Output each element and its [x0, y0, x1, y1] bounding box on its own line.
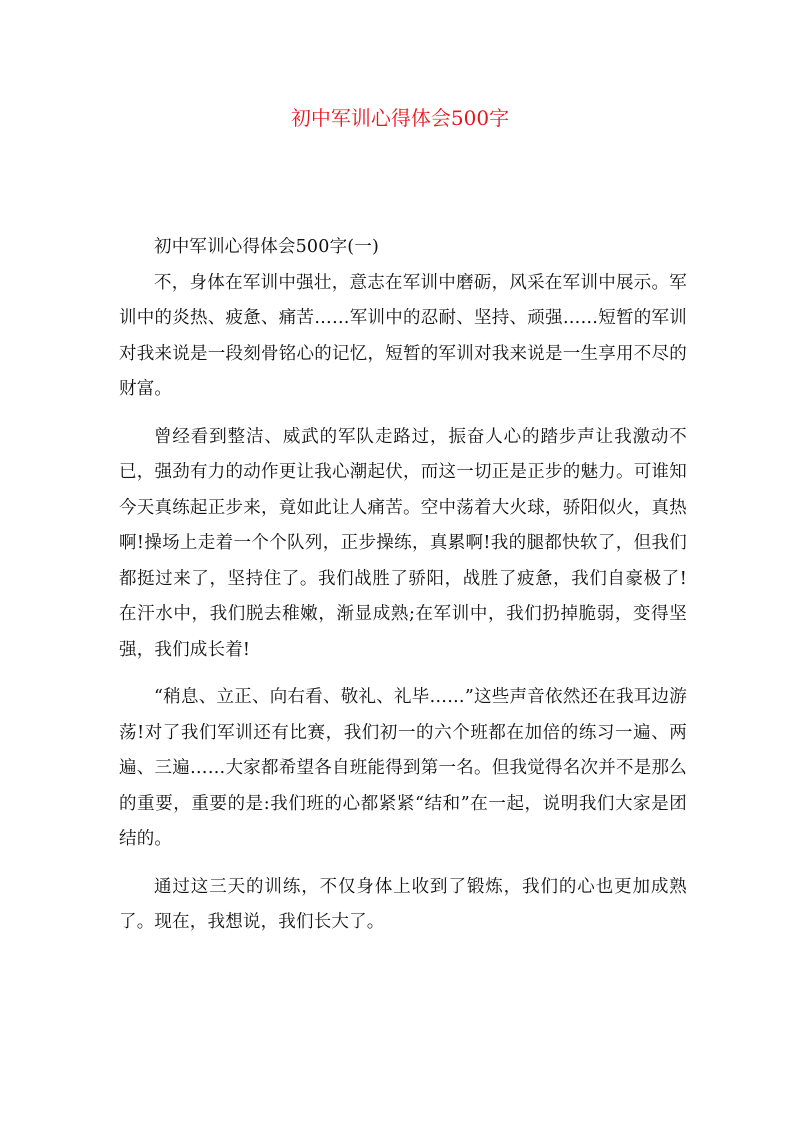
paragraph-2: 曾经看到整洁、威武的军队走路过，振奋人心的踏步声让我激动不已，强劲有力的动作更让我心潮起伏，而这一切正是正步的魅力。可谁知今天真练起正步来，竟如此让人痛苦。空中荡着大火球，骄阳似火，真热啊!操场上走着一个个队列，正步操练，真累啊!我的腿都快软了，但我们都挺过来了，坚持住了。我们战胜了骄阳，战胜了疲惫，我们自豪极了!在汗水中，我们脱去稚嫩，渐显成熟;在军训中，我们扔掉脆弱，变得坚强，我们成长着! [119, 426, 687, 660]
document-body [119, 230, 687, 953]
paragraph-1: 不，身体在军训中强壮，意志在军训中磨砺，风采在军训中展示。军训中的炎热、疲惫、痛苦……军训中的忍耐、坚持、顽强……短暂的军训对我来说是一段刻骨铭心的记忆，短暂的军训对我来说是一生享用不尽的财富。 [119, 272, 687, 399]
paragraph-3: “稍息、立正、向右看、敬礼、礼毕……”这些声音依然还在我耳边游荡!对了我们军训还有比赛，我们初一的六个班都在加倍的练习一遍、两遍、三遍……大家都希望各自班能得到第一名。但我觉得名次并不是那么的重要，重要的是:我们班的心都紧紧“结和”在一起，说明我们大家是团结的。 [119, 687, 687, 849]
document-title: 初中军训心得体会500字 [290, 106, 510, 130]
paragraph-4: 通过这三天的训练，不仅身体上收到了锻炼，我们的心也更加成熟了。现在，我想说，我们长大了。 [119, 876, 687, 932]
section-heading: 初中军训心得体会500字(一) [154, 237, 380, 257]
